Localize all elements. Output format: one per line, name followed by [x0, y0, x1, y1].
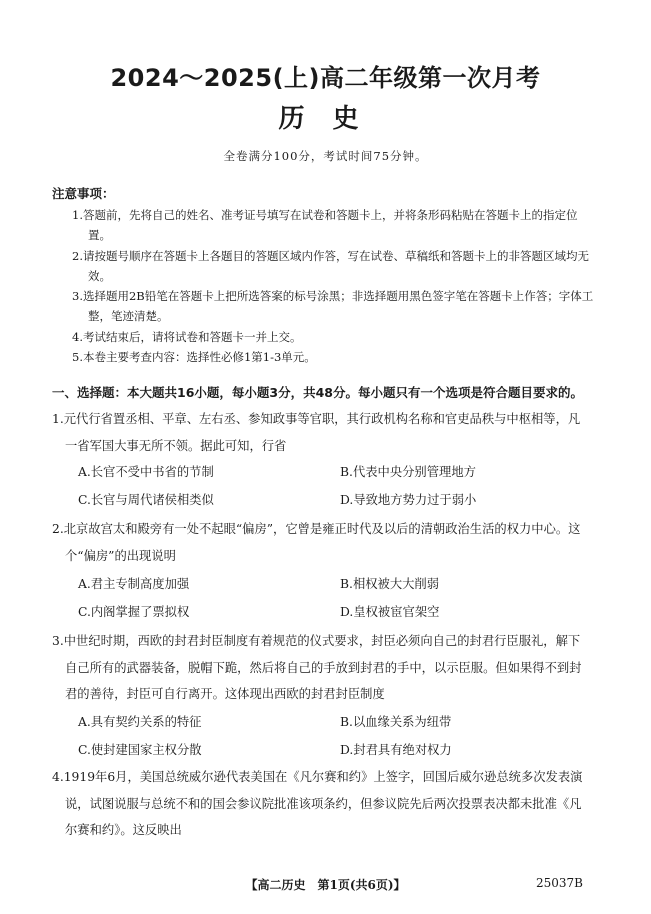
notice-title: 注意事项： [52, 186, 115, 201]
footer-label: 【高二历史 第1页(共6页)】 [245, 878, 406, 892]
option-c[interactable]: C.内阁掌握了票拟权 [78, 605, 190, 619]
option-b[interactable]: B.以血缘关系为纽带 [340, 715, 452, 729]
notice-item: 5.本卷主要考查内容：选择性必修1第1-3单元。 [72, 350, 316, 365]
question-stem: 3.中世纪时期，西欧的封君封臣制度有着规范的仪式要求，封臣必须向自己的封君行臣服礼，解下自己所有的武器装备，脱帽下跪，然后将自己的手放到封君的手中，以示臣服。但如果得不到封君的善待，封臣可自行离开。这体现出西欧的封君封臣制度 [52, 634, 582, 701]
option-b[interactable]: B.相权被大大削弱 [340, 577, 440, 591]
option-a[interactable]: A.具有契约关系的特征 [78, 715, 202, 729]
option-a[interactable]: A.君主专制高度加强 [78, 577, 190, 591]
question-stem: 2.北京故宫太和殿旁有一处不起眼“偏房”，它曾是雍正时代及以后的清朝政治生活的权力中心。这个“偏房”的出现说明 [52, 522, 581, 563]
option-c[interactable]: C.使封建国家主权分散 [78, 743, 202, 757]
option-c[interactable]: C.长官与周代诸侯相类似 [78, 493, 214, 507]
option-d[interactable]: D.导致地方势力过于弱小 [340, 493, 477, 507]
question-stem: 4.1919年6月，美国总统威尔逊代表美国在《凡尔赛和约》上签字，回国后威尔逊总统多次发表演说，试图说服与总统不和的国会参议院批准该项条约，但参议院先后两次投票表决都未批准《凡尔赛和约》。这反映出 [52, 770, 583, 837]
option-a[interactable]: A.长官不受中书省的节制 [78, 465, 214, 479]
section-heading: 一、选择题：本大题共16小题，每小题3分，共48分。每小题只有一个选项是符合题目要求的。 [52, 385, 583, 400]
notice-list [72, 205, 594, 367]
exam-meta: 全卷满分100分，考试时间75分钟。 [223, 149, 428, 163]
question-2 [52, 516, 592, 569]
option-b[interactable]: B.代表中央分别管理地方 [340, 465, 476, 479]
question-4 [52, 764, 592, 844]
option-d[interactable]: D.皇权被宦官架空 [340, 605, 440, 619]
notice-item: 1.答题前，先将自己的姓名、准考证号填写在试卷和答题卡上，并将条形码粘贴在答题卡上的指定位置。 [72, 208, 578, 243]
option-d[interactable]: D.封君具有绝对权力 [340, 743, 452, 757]
notice-item: 4.考试结束后，请将试卷和答题卡一并上交。 [72, 329, 302, 344]
question-stem: 1.元代行省置丞相、平章、左右丞、参知政事等官职，其行政机构名称和官吏品秩与中枢相等，凡一省军国大事无所不领。据此可知，行省 [52, 412, 581, 453]
notice-item: 3.选择题用2B铅笔在答题卡上把所选答案的标号涂黑；非选择题用黑色签字笔在答题卡上作答；字体工整，笔迹清楚。 [72, 289, 594, 324]
question-3 [52, 628, 592, 708]
question-1 [52, 406, 592, 459]
notice-item: 2.请按题号顺序在答题卡上各题目的答题区域内作答，写在试卷、草稿纸和答题卡上的非答题区域均无效。 [72, 248, 589, 283]
paper-code: 25037B [536, 876, 583, 890]
subject-title: 历史 [278, 104, 387, 134]
exam-title: 2024～2025(上)高二年级第一次月考 [110, 64, 541, 92]
